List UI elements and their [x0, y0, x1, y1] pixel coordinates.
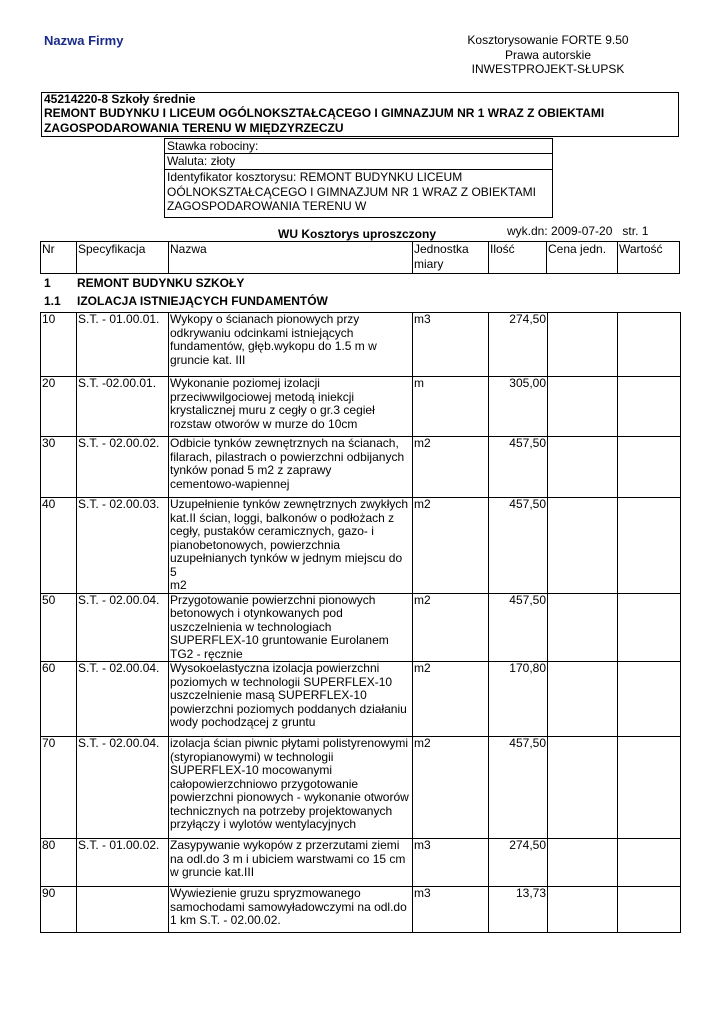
row-quantity: 457,50: [489, 737, 548, 839]
row-quantity: 457,50: [489, 498, 548, 594]
row-nazwa-line: samochodami samowyładowczymi na odl.do: [170, 899, 407, 914]
row-quantity: 274,50: [489, 313, 548, 377]
row-unit: m2: [413, 662, 489, 737]
row-unit: m3: [413, 313, 489, 377]
table-row: [41, 662, 681, 737]
row-nazwa: [169, 839, 413, 887]
row-nazwa-line: SUPERFLEX-10 mocowanymi: [170, 763, 333, 777]
identifier-line: ZAGOSPODAROWANIA TERENU W: [167, 199, 367, 213]
table-row: [41, 437, 681, 498]
cpv-code: 45214220-8 Szkoły średnie: [44, 92, 196, 106]
table-row: [41, 498, 681, 594]
row-nazwa-line: TG2 - ręcznie: [170, 646, 243, 661]
row-spec: S.T. - 02.00.04.: [77, 593, 169, 662]
document-date: wyk.dn: 2009-07-20: [507, 224, 613, 238]
row-nr: 50: [41, 593, 77, 662]
row-nazwa-line: technicznych na potrzeby projektowanych: [170, 803, 393, 818]
col-header-ilosc: Ilość: [489, 242, 547, 273]
row-unit-price: [548, 498, 618, 594]
row-nazwa-line: powierzchni poziomych poddanych działaniu: [170, 701, 407, 716]
row-nazwa-line: przeciwwilgociowej metodą iniekcji: [170, 389, 355, 404]
table-row: [41, 839, 681, 887]
col-header-jednostka: [413, 242, 489, 273]
software-info: [428, 33, 668, 77]
row-value: [618, 593, 681, 662]
currency: Waluta: złoty: [165, 154, 552, 170]
row-quantity: 274,50: [489, 839, 548, 887]
row-nazwa-line: cementowo-wapiennej: [170, 476, 290, 491]
row-spec: S.T. - 02.00.04.: [77, 662, 169, 737]
row-nr: 80: [41, 839, 77, 887]
row-nazwa-line: (styropianowymi) w technologii: [170, 749, 334, 764]
row-value: [618, 662, 681, 737]
row-value: [618, 377, 681, 437]
row-nazwa-line: w gruncie kat.III: [170, 865, 255, 879]
row-nazwa: [169, 662, 413, 737]
row-nazwa-line: Wysokoelastyczna izolacja powierzchni: [170, 661, 380, 675]
row-unit-price: [548, 662, 618, 737]
row-nr: 10: [41, 313, 77, 377]
row-nazwa-line: fundamentów, głęb.wykopu do 1.5 m w: [170, 339, 377, 353]
row-unit: m: [413, 377, 489, 437]
col-header-jednostka-line: miary: [414, 256, 444, 271]
row-spec: S.T. - 01.00.01.: [77, 313, 169, 377]
row-nazwa-line: uzupełnianych tynków w jednym miejscu do 5: [170, 551, 403, 579]
document-date-page: [507, 224, 648, 238]
software-line: Prawa autorskie: [504, 47, 592, 62]
row-value: [618, 887, 681, 933]
cost-items-table: [40, 312, 681, 933]
row-nazwa-line: 1 km S.T. - 02.00.02.: [170, 913, 281, 927]
row-nazwa: [169, 498, 413, 594]
row-nazwa-line: Uzupełnienie tynków zewnętrznych zwykłych: [170, 497, 409, 511]
col-header-cena: Cena jedn.: [547, 242, 618, 273]
row-nazwa-line: Zasypywanie wykopów z przerzutami ziemi: [170, 838, 400, 852]
row-nazwa-line: Wykonanie poziomej izolacji: [170, 376, 320, 390]
row-quantity: 457,50: [489, 437, 548, 498]
row-nazwa-line: izolacja ścian piwnic płytami polistyrenowymi: [170, 736, 409, 750]
row-nazwa: [169, 887, 413, 933]
row-nr: 30: [41, 437, 77, 498]
row-unit-price: [548, 887, 618, 933]
row-nazwa-line: przyłączy i wylotów wentylacyjnych: [170, 817, 357, 831]
row-spec: [77, 887, 169, 933]
row-spec: S.T. - 02.00.02.: [77, 437, 169, 498]
identifier-line: Identyfikator kosztorysu: REMONT BUDYNKU LICEUM: [167, 170, 463, 184]
row-nazwa-line: uszczelnienia w technologiach: [170, 619, 332, 634]
row-nr: 40: [41, 498, 77, 594]
row-unit-price: [548, 593, 618, 662]
row-unit-price: [548, 839, 618, 887]
row-nazwa-line: Wykopy o ścianach pionowych przy: [170, 312, 360, 326]
row-nazwa-line: Wywiezienie gruzu spryzmowanego: [170, 886, 361, 900]
row-unit-price: [548, 313, 618, 377]
col-header-wartosc: Wartość: [619, 242, 663, 256]
row-quantity: 170,80: [489, 662, 548, 737]
row-quantity: 13,73: [489, 887, 548, 933]
col-header-nr: Nr: [41, 242, 77, 273]
row-nazwa-line: SUPERFLEX-10 gruntowanie Eurolanem: [170, 633, 389, 647]
row-nazwa-line: powierzchni pionowych - wykonanie otworów: [170, 790, 409, 804]
software-line: Kosztorysowanie FORTE 9.50: [467, 33, 629, 47]
row-spec: S.T. - 02.00.04.: [77, 737, 169, 839]
labor-rate: Stawka robociny:: [165, 139, 552, 154]
row-nazwa-line: na odl.do 3 m i ubiciem warstwami co 15 cm: [170, 851, 406, 866]
table-row: [41, 737, 681, 839]
row-spec: S.T. -02.00.01.: [77, 377, 169, 437]
table-row: [41, 377, 681, 437]
subsection-number: 1.1: [44, 294, 61, 308]
estimate-info-box: [164, 138, 553, 218]
row-nazwa-line: m2: [170, 578, 187, 592]
row-unit: m3: [413, 887, 489, 933]
project-title-line: REMONT BUDYNKU I LICEUM OGÓLNOKSZTAŁCĄCEGO I GIMNAZJUM NR 1 WRAZ Z OBIEKTAMI: [44, 106, 605, 120]
row-unit: m2: [413, 593, 489, 662]
row-nr: 20: [41, 377, 77, 437]
row-value: [618, 737, 681, 839]
col-header-nazwa: Nazwa: [169, 242, 413, 273]
row-value: [618, 437, 681, 498]
row-nazwa-line: kat.II ścian, loggi, balkonów o podłożach z: [170, 510, 395, 525]
row-nazwa-line: uszczelnienie masą SUPERFLEX-10: [170, 688, 367, 702]
row-nazwa-line: betonowych i otynkowanych pod: [170, 606, 343, 620]
table-row: [41, 313, 681, 377]
row-nazwa-line: cegły, pustaków ceramicznych, gazo- i: [170, 524, 374, 538]
row-nazwa: [169, 737, 413, 839]
row-nazwa-line: Odbicie tynków zewnętrznych na ścianach,: [170, 436, 399, 450]
estimate-identifier: [165, 170, 552, 217]
row-nazwa-line: całopowierzchniowo przygotowanie: [170, 776, 359, 791]
row-unit-price: [548, 437, 618, 498]
company-name: Nazwa Firmy: [44, 33, 124, 48]
page-number: str. 1: [622, 224, 649, 238]
row-nazwa: [169, 593, 413, 662]
row-spec: S.T. - 02.00.03.: [77, 498, 169, 594]
row-unit-price: [548, 377, 618, 437]
row-nazwa: [169, 437, 413, 498]
row-nazwa-line: filarach, pilastrach o powierzchni odbijanych: [170, 449, 405, 464]
row-nazwa: [169, 377, 413, 437]
row-nazwa-line: Przygotowanie powierzchni pionowych: [170, 592, 376, 607]
row-unit: m2: [413, 498, 489, 594]
row-unit: m2: [413, 437, 489, 498]
col-header-spec: Specyfikacja: [77, 242, 169, 273]
row-value: [618, 839, 681, 887]
row-value: [618, 498, 681, 594]
subsection-name: IZOLACJA ISTNIEJĄCYCH FUNDAMENTÓW: [77, 294, 328, 308]
row-nr: 60: [41, 662, 77, 737]
row-nr: 90: [41, 887, 77, 933]
row-nazwa-line: rozstaw otworów w murze do 10cm: [170, 416, 358, 431]
software-line: INWESTPROJEKT-SŁUPSK: [471, 62, 625, 76]
row-nr: 70: [41, 737, 77, 839]
table-header: [40, 241, 680, 274]
table-row: [41, 887, 681, 933]
row-nazwa-line: tynków ponad 5 m2 z zaprawy: [170, 463, 332, 477]
row-quantity: 457,50: [489, 593, 548, 662]
row-nazwa-line: pianobetonowych, powierzchnia: [170, 537, 341, 552]
row-unit: m3: [413, 839, 489, 887]
row-nazwa-line: gruncie kat. III: [170, 352, 246, 367]
row-nazwa-line: odkrywaniu odcinkami istniejących: [170, 325, 354, 340]
row-value: [618, 313, 681, 377]
row-nazwa: [169, 313, 413, 377]
row-nazwa-line: wody pochodzącej z gruntu: [170, 715, 316, 729]
row-unit: m2: [413, 737, 489, 839]
row-quantity: 305,00: [489, 377, 548, 437]
table-row: [41, 593, 681, 662]
row-nazwa-line: krystalicznej muru z cegły o gr.3 cegieł: [170, 403, 375, 417]
col-header-jednostka-line: Jednostka: [414, 242, 469, 256]
project-title-line: ZAGOSPODAROWANIA TERENU W MIĘDZYRZECZU: [44, 120, 344, 135]
row-unit-price: [548, 737, 618, 839]
project-title: [44, 106, 674, 135]
identifier-line: OÓLNOKSZTAŁCĄCEGO I GIMNAZJUM NR 1 WRAZ Z OBIEKTAMI: [167, 184, 536, 199]
row-spec: S.T. - 01.00.02.: [77, 839, 169, 887]
document-type: WU Kosztorys uproszczony: [278, 227, 437, 241]
section-number: 1: [44, 276, 51, 290]
section-name: REMONT BUDYNKU SZKOŁY: [77, 276, 245, 290]
row-nazwa-line: poziomych w technologii SUPERFLEX-10: [170, 674, 393, 689]
